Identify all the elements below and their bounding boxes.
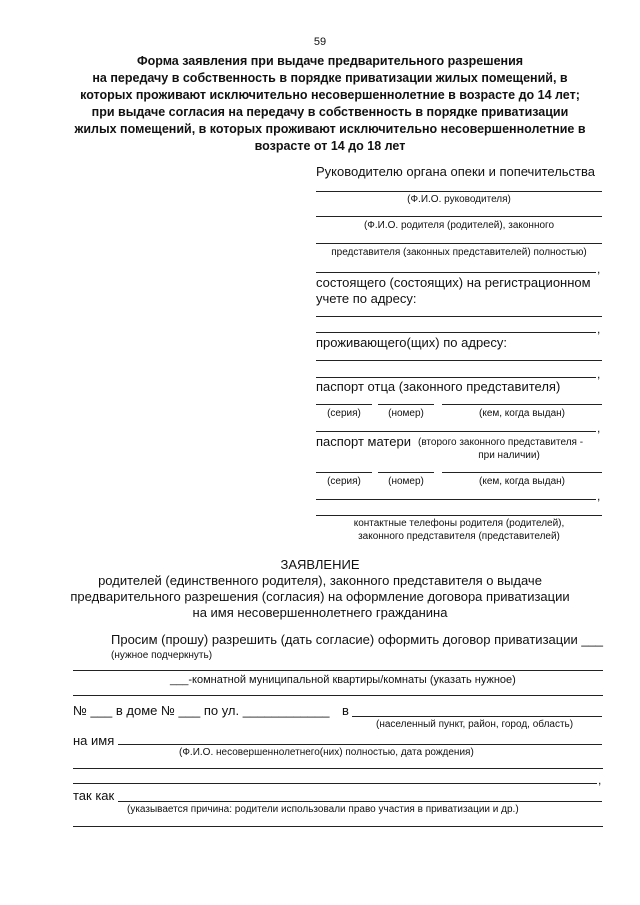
legal-rep-line[interactable] (316, 243, 602, 244)
second-rep-caption-2: при наличии) (478, 450, 540, 461)
mother-number-line[interactable] (378, 472, 434, 473)
comma: , (597, 489, 601, 503)
in-name-label: на имя (73, 733, 115, 748)
rooms-line[interactable] (73, 695, 603, 696)
address-text: № ___ в доме № ___ по ул. ____________ (73, 703, 330, 718)
title-line: возрасте от 14 до 18 лет (254, 139, 406, 153)
statement-subtitle: предварительного разрешения (согласия) на оформление договора приватизации (70, 589, 570, 604)
father-passport-line-2[interactable] (316, 431, 596, 432)
mother-passport-line-2[interactable] (316, 499, 596, 500)
statement-subtitle: на имя несовершеннолетнего гражданина (192, 605, 448, 620)
mother-issued-line[interactable] (442, 472, 602, 473)
form-title (40, 53, 620, 155)
comma: , (597, 367, 601, 381)
father-number-line[interactable] (378, 404, 434, 405)
contacts-caption-2: законного представителя (представителей) (358, 531, 560, 542)
passport-mother-label: паспорт матери (316, 434, 411, 449)
father-issued-line[interactable] (442, 404, 602, 405)
minor-fio-line-3[interactable] (73, 783, 597, 784)
page-number: 59 (313, 36, 327, 48)
father-series-line[interactable] (316, 404, 372, 405)
registered-label: состоящего (состоящих) на регистрационном (316, 275, 591, 290)
statement-subtitle: родителей (единственного родителя), законного представителя о выдаче (98, 573, 542, 588)
number-caption: (номер) (388, 408, 424, 419)
title-line: жилых помещений, в которых проживают исключительно несовершеннолетние в (74, 122, 586, 136)
parents-fio-line[interactable] (316, 216, 602, 217)
addressee-label: Руководителю органа опеки и попечительства (316, 164, 595, 179)
head-fio-caption: (Ф.И.О. руководителя) (407, 194, 511, 205)
reason-caption: (указывается причина: родители использовали право участия в приватизации и др.) (127, 804, 519, 815)
living-address-line[interactable] (316, 360, 602, 361)
second-rep-caption: (второго законного представителя - (418, 437, 584, 448)
rooms-text: ___-комнатной муниципальной квартиры/комнаты (указать нужное) (170, 674, 516, 686)
head-fio-line[interactable] (316, 191, 602, 192)
mother-series-line[interactable] (316, 472, 372, 473)
passport-father-label: паспорт отца (законного представителя) (316, 379, 561, 394)
living-label: проживающего(щих) по адресу: (316, 335, 508, 350)
minor-fio-line[interactable] (118, 744, 602, 745)
request-text: Просим (прошу) разрешить (дать согласие) оформить договор приватизации ___ (111, 632, 604, 647)
registered-address-line[interactable] (316, 316, 602, 317)
minor-fio-caption: (Ф.И.О. несовершеннолетнего(них) полностью, дата рождения) (179, 747, 474, 758)
comma: , (597, 421, 601, 435)
locality-caption: (населенный пункт, район, город, область) (376, 719, 574, 730)
number-caption: (номер) (388, 476, 424, 487)
in-label: в (342, 703, 349, 718)
legal-rep-line-2[interactable] (316, 272, 596, 273)
legal-rep-caption: представителя (законных представителей) полностью) (331, 247, 587, 258)
underline-needed-caption: (нужное подчеркнуть) (111, 650, 213, 661)
contacts-line[interactable] (316, 515, 602, 516)
issued-caption: (кем, когда выдан) (479, 408, 565, 419)
contract-line[interactable] (73, 670, 603, 671)
registered-address-line-2[interactable] (316, 332, 596, 333)
title-line: при выдаче согласия на передачу в собственность в порядке приватизации (91, 105, 569, 119)
series-caption: (серия) (327, 476, 361, 487)
series-caption: (серия) (327, 408, 361, 419)
minor-fio-line-2[interactable] (73, 768, 603, 769)
parents-fio-caption: (Ф.И.О. родителя (родителей), законного (363, 220, 555, 231)
contacts-caption: контактные телефоны родителя (родителей), (353, 518, 565, 529)
comma: , (597, 262, 601, 276)
title-line: которых проживают исключительно несовершеннолетние в возрасте до 14 лет; (80, 88, 580, 102)
comma: , (598, 773, 602, 787)
title-line: на передачу в собственность в порядке приватизации жилых помещений, в (92, 71, 568, 85)
locality-line[interactable] (352, 716, 602, 717)
since-label: так как (73, 788, 115, 803)
comma: , (597, 322, 601, 336)
statement-heading: ЗАЯВЛЕНИЕ (280, 557, 360, 572)
title-line: Форма заявления при выдаче предварительного разрешения (136, 54, 524, 68)
reason-line[interactable] (118, 801, 602, 802)
issued-caption: (кем, когда выдан) (479, 476, 565, 487)
reason-line-2[interactable] (73, 826, 603, 827)
living-address-line-2[interactable] (316, 377, 596, 378)
registered-label-2: учете по адресу: (316, 291, 417, 306)
